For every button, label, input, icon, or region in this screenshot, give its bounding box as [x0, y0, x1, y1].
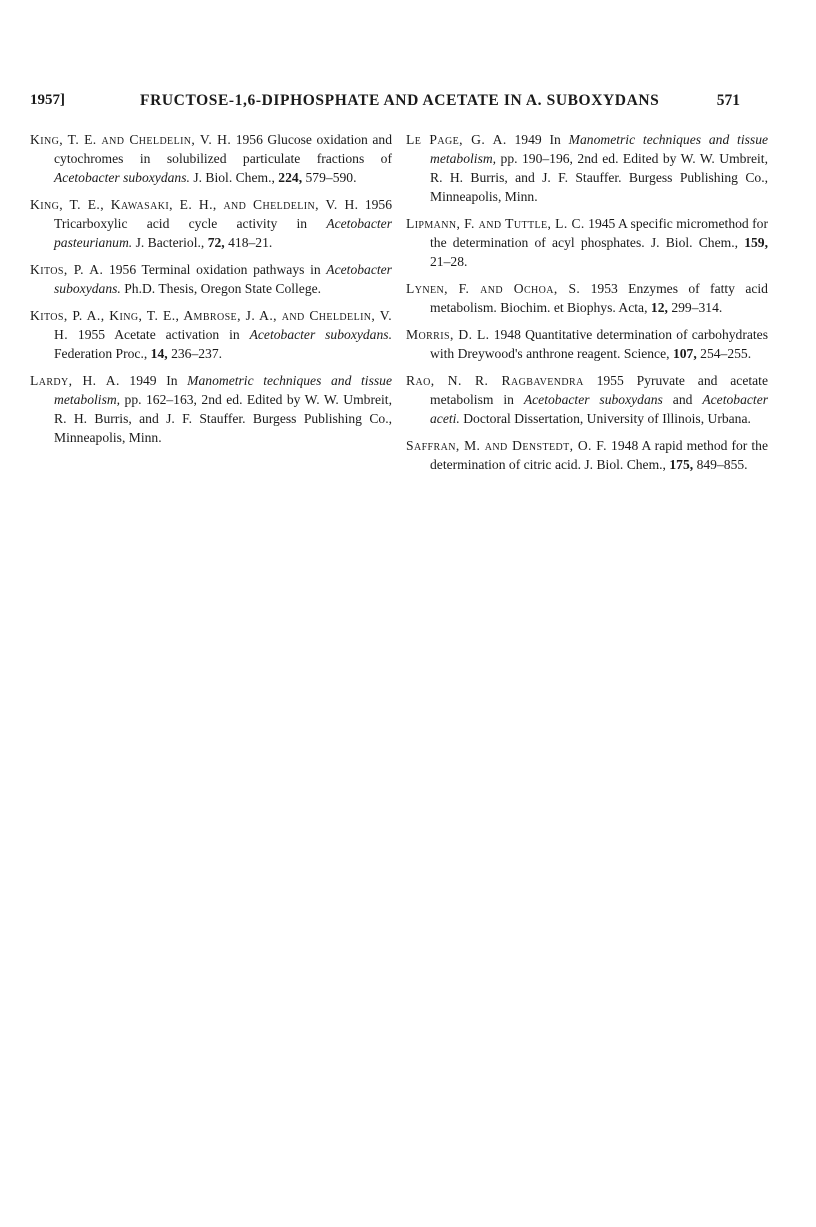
reference-entry	[406, 436, 768, 474]
reference-title: In	[549, 132, 561, 147]
reference-authors: Lardy, H. A.	[30, 373, 120, 388]
header-title: FRUCTOSE-1,6-DIPHOSPHATE AND ACETATE IN A. SUBOXYDANS	[140, 92, 660, 109]
reference-year: 1955	[596, 373, 624, 388]
reference-authors: Lipmann, F. and Tuttle, L. C.	[406, 216, 585, 231]
references-left-column	[30, 130, 392, 455]
reference-volume: 72,	[207, 235, 225, 250]
reference-year: 1945	[588, 216, 616, 231]
reference-volume: 12,	[650, 300, 668, 315]
reference-entry	[30, 195, 392, 252]
reference-source: Ph.D. Thesis, Oregon State College.	[124, 281, 322, 296]
reference-journal: J. Biol. Chem.,	[584, 457, 666, 472]
reference-year: 1953	[590, 281, 618, 296]
reference-book-title: Manometric techniques and tissue metabolism,	[54, 373, 392, 407]
reference-title: Glucose oxidation and cytochromes in solubilized particulate fractions of	[54, 132, 393, 166]
reference-source: pp. 190–196, 2nd ed. Edited by W. W. Umbreit, R. H. Burris, and J. F. Stauffer. Burgess Publishing Co., Minneapolis, Minn.	[430, 151, 768, 204]
reference-pages: 849–855.	[696, 457, 748, 472]
reference-entry	[30, 371, 392, 447]
reference-authors: Kitos, P. A.	[30, 262, 104, 277]
reference-year: 1956	[235, 132, 263, 147]
reference-organism: Acetobacter suboxydans.	[54, 262, 392, 296]
reference-organism: Acetobacter suboxydans.	[249, 327, 392, 342]
reference-entry	[30, 306, 392, 363]
reference-journal: J. Biol. Chem.,	[650, 235, 738, 250]
references-right-column	[406, 130, 768, 482]
reference-pages: 236–237.	[171, 346, 223, 361]
reference-authors: King, T. E. and Cheldelin, V. H.	[30, 132, 232, 147]
reference-entry	[406, 214, 768, 271]
reference-year: 1949	[514, 132, 542, 147]
reference-source: Doctoral Dissertation, University of Illinois, Urbana.	[463, 411, 751, 426]
reference-year: 1948	[493, 327, 521, 342]
reference-organism: Acetobacter suboxydans.	[54, 170, 190, 185]
reference-title: Tricarboxylic acid cycle activity in	[54, 216, 308, 231]
reference-conjunction: and	[672, 392, 693, 407]
reference-organism: Acetobacter suboxydans	[523, 392, 663, 407]
reference-pages: 254–255.	[700, 346, 752, 361]
reference-year: 1956	[364, 197, 392, 212]
reference-book-title: Manometric techniques and tissue metabolism,	[430, 132, 769, 166]
reference-pages: 579–590.	[305, 170, 357, 185]
reference-title: A rapid method for the determination of citric acid.	[430, 438, 768, 472]
reference-year: 1949	[129, 373, 157, 388]
reference-authors: Rao, N. R. Ragbavendra	[406, 373, 584, 388]
reference-title: Pyruvate and acetate metabolism in	[430, 373, 768, 407]
running-header	[30, 92, 740, 116]
reference-journal: Federation Proc.,	[54, 346, 148, 361]
reference-organism: Acetobacter pasteurianum.	[54, 216, 392, 250]
reference-year: 1955	[77, 327, 106, 342]
reference-volume: 175,	[669, 457, 694, 472]
reference-journal: Science,	[623, 346, 670, 361]
reference-volume: 14,	[150, 346, 168, 361]
reference-journal: Biochim. et Biophys. Acta,	[500, 300, 648, 315]
reference-volume: 224,	[278, 170, 303, 185]
reference-journal: J. Biol. Chem.,	[193, 170, 275, 185]
reference-title: Enzymes of fatty acid metabolism.	[430, 281, 768, 315]
reference-year: 1948	[611, 438, 639, 453]
reference-authors: Lynen, F. and Ochoa, S.	[406, 281, 581, 296]
reference-title: A specific micromethod for the determination of acyl phosphates.	[430, 216, 768, 250]
reference-entry	[406, 130, 768, 206]
reference-volume: 107,	[672, 346, 697, 361]
reference-volume: 159,	[744, 235, 768, 250]
page-number: 571	[716, 92, 740, 109]
reference-authors: King, T. E., Kawasaki, E. H., and Cheldelin, V. H.	[30, 197, 359, 212]
reference-organism-2: Acetobacter aceti.	[430, 392, 769, 426]
reference-pages: 299–314.	[671, 300, 723, 315]
reference-entry	[30, 260, 392, 298]
reference-title: In	[166, 373, 178, 388]
reference-year: 1956	[108, 262, 137, 277]
reference-entry	[406, 371, 768, 428]
reference-authors: Morris, D. L.	[406, 327, 490, 342]
reference-authors: Le Page, G. A.	[406, 132, 507, 147]
reference-title: Terminal oxidation pathways in	[141, 262, 321, 277]
reference-pages: 21–28.	[430, 254, 468, 269]
reference-authors: Kitos, P. A., King, T. E., Ambrose, J. A., and Cheldelin, V. H.	[30, 308, 392, 342]
reference-entry	[30, 130, 392, 187]
reference-journal: J. Bacteriol.,	[135, 235, 205, 250]
reference-title: Acetate activation in	[114, 327, 240, 342]
reference-entry	[406, 279, 768, 317]
reference-title: Quantitative determination of carbohydrates with Dreywood's anthrone reagent.	[430, 327, 768, 361]
reference-entry	[406, 325, 768, 363]
reference-source: pp. 162–163, 2nd ed. Edited by W. W. Umbreit, R. H. Burris, and J. F. Stauffer. Burgess Publishing Co., Minneapolis, Minn.	[54, 392, 392, 445]
reference-pages: 418–21.	[228, 235, 273, 250]
reference-authors: Saffran, M. and Denstedt, O. F.	[406, 438, 607, 453]
header-year: 1957]	[30, 92, 65, 108]
